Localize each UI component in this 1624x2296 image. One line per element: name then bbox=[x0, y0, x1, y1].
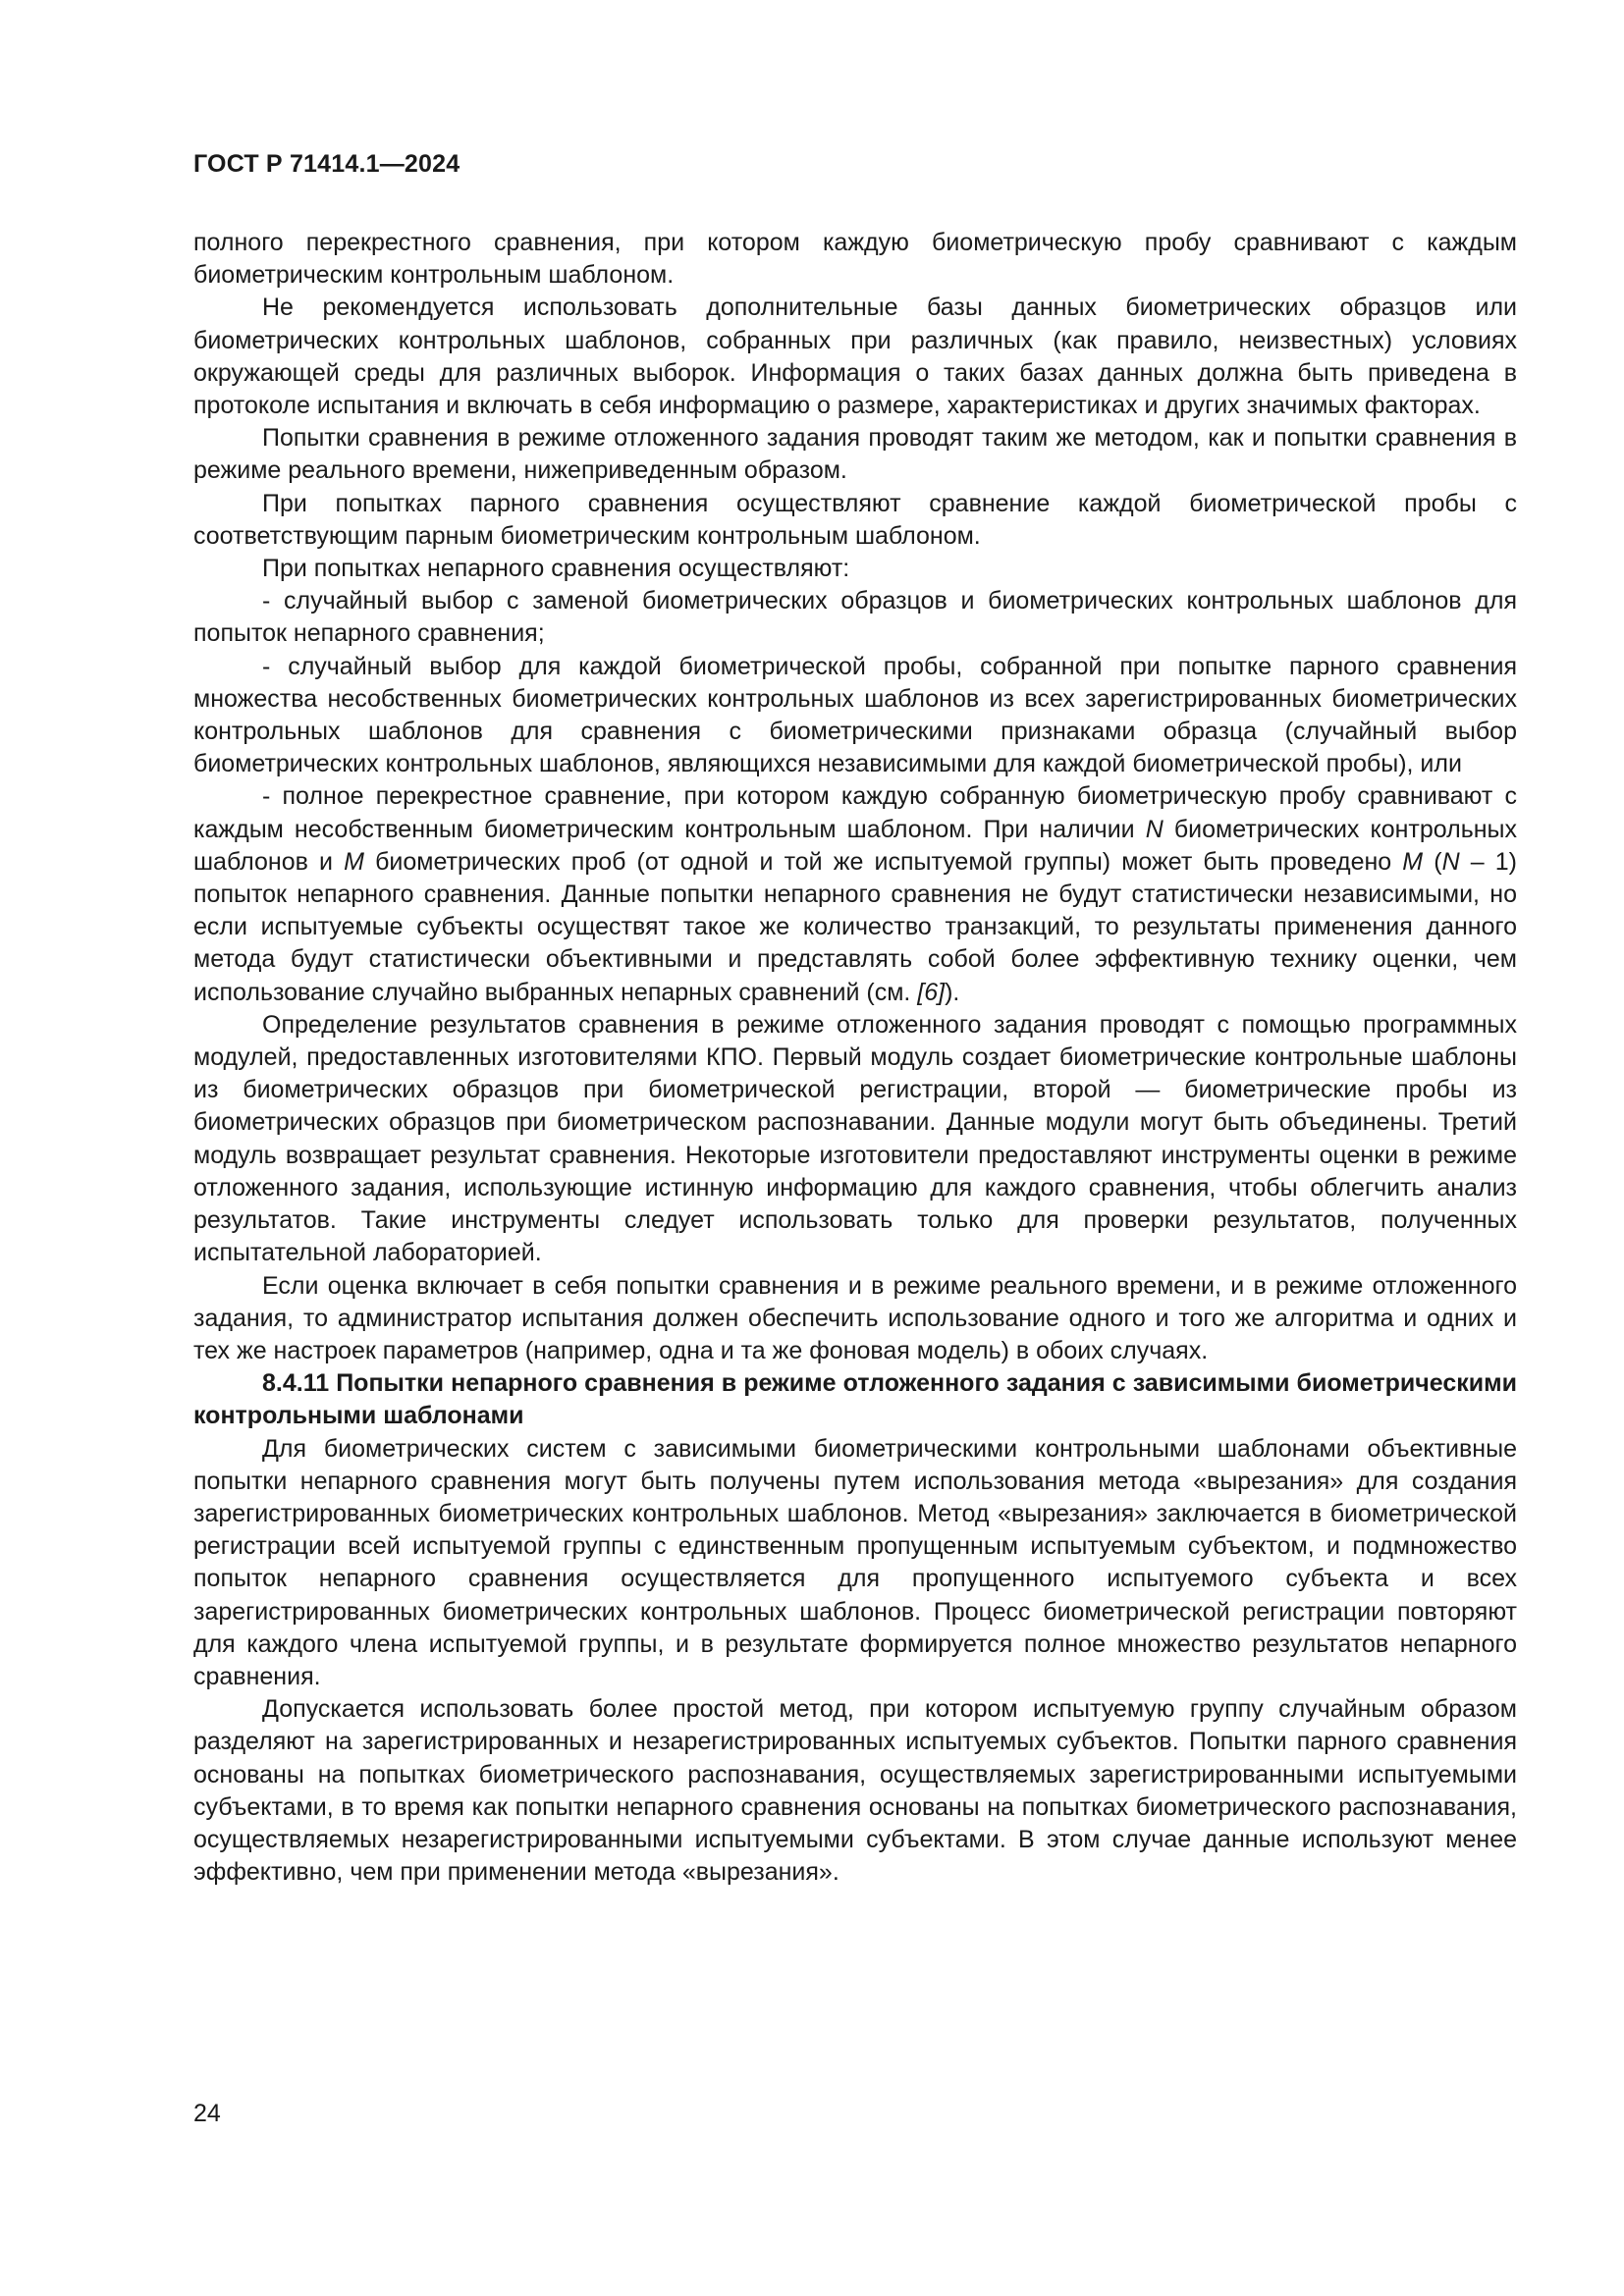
paragraph-both-modes: Если оценка включает в себя попытки сравнения и в режиме реального времени, и в режиме отложенного задания, то администратор испытания должен обеспечить использование одного и того же алгоритма и одних и тех же настроек параметров (например, одна и та же фоновая модель) в обоих случаях. bbox=[193, 1271, 1517, 1364]
paragraph-offline-attempts: Попытки сравнения в режиме отложенного задания проводят таким же методом, как и попытки сравнения в режиме реального времени, нижеприведенным образом. bbox=[193, 424, 1517, 485]
bibliography-reference: [6] bbox=[917, 978, 946, 1006]
text-run: биометрических контрольных шаблонов и bbox=[193, 815, 1518, 876]
variable-m: M bbox=[344, 847, 364, 876]
text-run: - полное перекрестное сравнение, при котором каждую собранную биометрическую пробу сравнивают с каждым несобственным биометрическим контрольным шаблоном. При наличии bbox=[193, 782, 1517, 843]
variable-n: N bbox=[1145, 815, 1164, 843]
page-content bbox=[193, 227, 1517, 1889]
section-heading-8-4-11: 8.4.11 Попытки непарного сравнения в режиме отложенного задания с зависимыми биометрическими контрольными шаблонами bbox=[193, 1369, 1517, 1430]
text-run: ( bbox=[1423, 847, 1442, 876]
paragraph-databases: Не рекомендуется использовать дополнительные базы данных биометрических образцов или биометрических контрольных шаблонов, собранных при различных (как правило, неизвестных) условиях окружающей среды для различных выборок. Информация о таких базах данных должна быть приведена в протоколе испытания и включать в себя информацию о размере, характеристиках и других значимых факторах. bbox=[193, 294, 1517, 420]
paragraph-unpaired-intro: При попытках непарного сравнения осуществляют: bbox=[262, 555, 850, 583]
paragraph-cut-method: Для биометрических систем с зависимыми биометрическими контрольными шаблонами объективные попытки непарного сравнения могут быть получены путем использования метода «вырезания» для создания зарегистрированных биометрических контрольных шаблонов. Метод «вырезания» заключается в биометрической регистрации всей испытуемой группы с единственным пропущенным испытуемым субъектом, и подмножество попыток непарного сравнения осуществляется для пропущенного испытуемого субъекта и всех зарегистрированных биометрических контрольных шаблонов. Процесс биометрической регистрации повторяют для каждого члена испытуемой группы, и в результате формируется полное множество результатов непарного сравнения. bbox=[193, 1434, 1517, 1690]
list-item-random-replacement: - случайный выбор с заменой биометрических образцов и биометрических контрольных шаблонов для попыток непарного сравнения; bbox=[193, 587, 1517, 648]
variable-n: N bbox=[1441, 847, 1460, 876]
variable-m: M bbox=[1402, 847, 1424, 876]
list-item-full-cross-comparison bbox=[193, 780, 1517, 1008]
text-run: ). bbox=[945, 978, 960, 1006]
paragraph-program-modules: Определение результатов сравнения в режиме отложенного задания проводят с помощью программных модулей, предоставленных изготовителями КПО. Первый модуль создает биометрические контрольные шаблоны из биометрических образцов при биометрической регистрации, второй — биометрические пробы из биометрических образцов при биометрическом распознавании. Данные модули могут быть объединены. Третий модуль возвращает результат сравнения. Некоторые изготовители предоставляют инструменты оценки в режиме отложенного задания, использующие истинную информацию для каждого сравнения, чтобы облегчить анализ результатов. Такие инструменты следует использовать только для проверки результатов, полученных испытательной лабораторией. bbox=[193, 1010, 1517, 1267]
paragraph-continuation: полного перекрестного сравнения, при котором каждую биометрическую пробу сравнивают с каждым биометрическим контрольным шаблоном. bbox=[193, 229, 1517, 290]
text-run: биометрических проб (от одной и той же испытуемой группы) может быть проведено bbox=[363, 847, 1403, 876]
list-item-random-selection: - случайный выбор для каждой биометрической пробы, собранной при попытке парного сравнения множества несобственных биометрических контрольных шаблонов из всех зарегистрированных биометрических контрольных шаблонов для сравнения с биометрическими признаками образца (случайный выбор биометрических контрольных шаблонов, являющихся независимыми для каждой биометрической пробы), или bbox=[193, 652, 1517, 778]
text-run: – 1) попыток непарного сравнения. Данные попытки непарного сравнения не будут статистически независимыми, но если испытуемые субъекты осуществят такое же количество транзакций, то результаты применения данного метода будут статистически объективными и представлять собой более эффективную технику оценки, чем использование случайно выбранных непарных сравнений (см. bbox=[193, 847, 1518, 1006]
paragraph-paired-attempts: При попытках парного сравнения осуществляют сравнение каждой биометрической пробы с соответствующим парным биометрическим контрольным шаблоном. bbox=[193, 489, 1517, 550]
page-number: 24 bbox=[193, 2100, 221, 2127]
standard-designation: ГОСТ Р 71414.1—2024 bbox=[193, 150, 460, 178]
paragraph-simpler-method: Допускается использовать более простой метод, при котором испытуемую группу случайным образом разделяют на зарегистрированных и незарегистрированных испытуемых субъектов. Попытки парного сравнения основаны на попытках биометрического распознавания, осуществляемых зарегистрированными испытуемыми субъектами, в то время как попытки непарного сравнения основаны на попытках биометрического распознавания, осуществляемых незарегистрированными испытуемыми субъектами. В этом случае данные используют менее эффективно, чем при применении метода «вырезания». bbox=[193, 1695, 1517, 1887]
